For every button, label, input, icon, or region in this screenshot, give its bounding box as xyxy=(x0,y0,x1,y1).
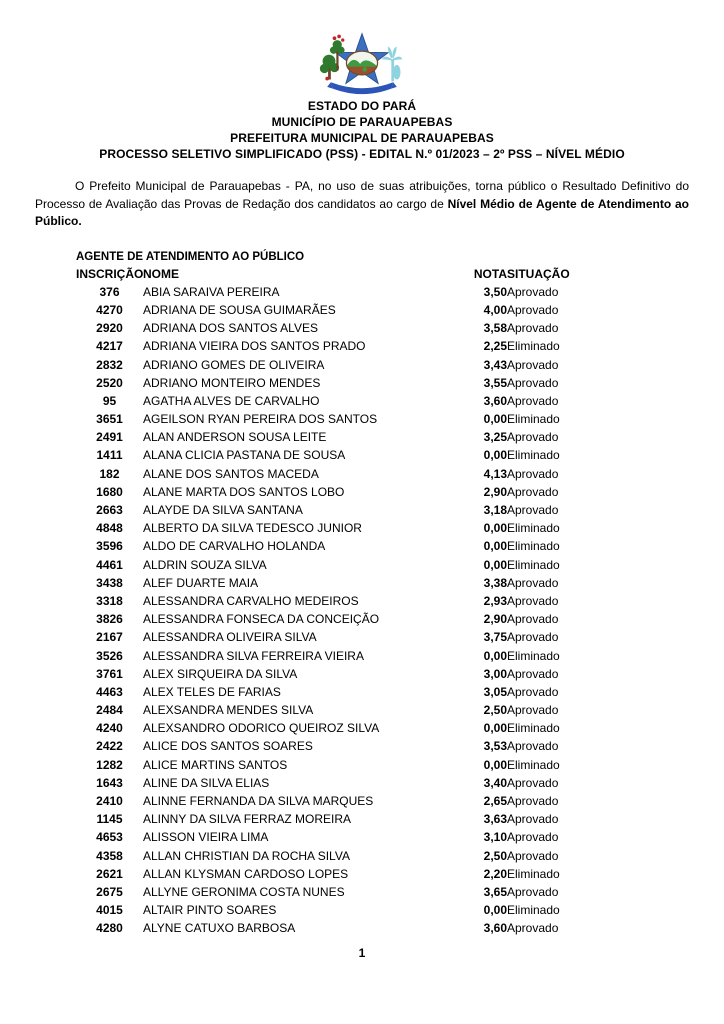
table-row xyxy=(76,901,581,919)
cell-situacao: Aprovado xyxy=(507,466,559,481)
table-row xyxy=(76,719,581,737)
results-table xyxy=(76,265,581,938)
cell-situacao: Aprovado xyxy=(507,703,559,718)
cell-nome: ALEF DUARTE MAIA xyxy=(143,575,259,590)
cell-nota: 3,38 xyxy=(483,575,507,590)
cell-nota: 0,00 xyxy=(483,557,507,572)
cell-nome: AGEILSON RYAN PEREIRA DOS SANTOS xyxy=(143,412,378,427)
cell-situacao: Aprovado xyxy=(507,612,559,627)
cell-situacao: Aprovado xyxy=(507,666,559,681)
cell-nome: ALINE DA SILVA ELIAS xyxy=(143,775,270,790)
cell-nome: ADRIANO MONTEIRO MENDES xyxy=(143,375,321,390)
cell-nota: 3,43 xyxy=(483,357,507,372)
cell-nome: ALEX TELES DE FARIAS xyxy=(143,684,281,699)
cell-nome: ALESSANDRA CARVALHO MEDEIROS xyxy=(143,593,359,608)
cell-situacao: Aprovado xyxy=(507,884,559,899)
table-row xyxy=(76,683,581,701)
cell-nome: ALEXSANDRO ODORICO QUEIROZ SILVA xyxy=(143,721,380,736)
cell-inscricao: 4015 xyxy=(96,903,123,918)
column-header-situacao: SITUAÇÃO xyxy=(507,266,570,281)
cell-nome: ADRIANA DE SOUSA GUIMARÃES xyxy=(143,302,336,317)
cell-nome: AGATHA ALVES DE CARVALHO xyxy=(143,393,320,408)
cell-situacao: Aprovado xyxy=(507,812,559,827)
cell-nota: 4,13 xyxy=(483,466,507,481)
cell-inscricao: 2167 xyxy=(96,630,123,645)
table-row xyxy=(76,628,581,646)
table-row xyxy=(76,301,581,319)
cell-nome: ALAYDE DA SILVA SANTANA xyxy=(143,503,303,518)
table-row xyxy=(76,446,581,464)
cell-inscricao: 2484 xyxy=(96,703,123,718)
cell-nota: 2,90 xyxy=(483,612,507,627)
header-line-county: MUNICÍPIO DE PARAUAPEBAS xyxy=(271,115,453,129)
table-row xyxy=(76,428,581,446)
table-row xyxy=(76,810,581,828)
cell-situacao: Eliminado xyxy=(507,521,560,536)
cell-nota: 3,00 xyxy=(483,666,507,681)
table-row xyxy=(76,865,581,883)
cell-nome: ALLAN KLYSMAN CARDOSO LOPES xyxy=(143,866,349,881)
cell-nota: 0,00 xyxy=(483,721,507,736)
cell-inscricao: 3651 xyxy=(96,412,123,427)
table-header-row xyxy=(76,265,581,283)
cell-nome: ALESSANDRA FONSECA DA CONCEIÇÃO xyxy=(143,612,380,627)
cell-inscricao: 4280 xyxy=(96,921,123,936)
cell-nota: 3,58 xyxy=(483,321,507,336)
table-row xyxy=(76,701,581,719)
cell-inscricao: 2491 xyxy=(96,430,123,445)
emblem-palm-icon xyxy=(382,47,402,82)
intro-text: O Prefeito Municipal de Parauapebas - PA, no uso de suas atribuições, torna público o Resultado Definitivo do Processo de Avaliação das Provas de Redação dos candidatos ao cargo de xyxy=(35,179,689,211)
table-row xyxy=(76,283,581,301)
cell-nota: 2,90 xyxy=(483,484,507,499)
cell-nota: 0,00 xyxy=(483,448,507,463)
cell-situacao: Eliminado xyxy=(507,412,560,427)
cell-inscricao: 2621 xyxy=(96,866,123,881)
cell-inscricao: 3761 xyxy=(96,666,123,681)
cell-inscricao: 2920 xyxy=(96,321,123,336)
header-line-edital: PROCESSO SELETIVO SIMPLIFICADO (PSS) - EDITAL N.º 01/2023 – 2º PSS – NÍVEL MÉDIO xyxy=(99,147,625,161)
cell-inscricao: 3526 xyxy=(96,648,123,663)
table-row xyxy=(76,828,581,846)
cell-inscricao: 4848 xyxy=(96,521,123,536)
cell-nome: ALANE DOS SANTOS MACEDA xyxy=(143,466,319,481)
table-row xyxy=(76,792,581,810)
cell-inscricao: 1282 xyxy=(96,757,123,772)
cell-nome: ALDRIN SOUZA SILVA xyxy=(143,557,267,572)
cell-nota: 3,50 xyxy=(483,284,507,299)
cell-nota: 2,20 xyxy=(483,866,507,881)
cell-inscricao: 4270 xyxy=(96,302,123,317)
cell-inscricao: 3318 xyxy=(96,593,123,608)
cell-nota: 0,00 xyxy=(483,903,507,918)
section-title: AGENTE DE ATENDIMENTO AO PÚBLICO xyxy=(76,250,305,263)
cell-nome: ALINNY DA SILVA FERRAZ MOREIRA xyxy=(143,812,352,827)
column-header-nome: NOME xyxy=(143,266,179,281)
page-number: 1 xyxy=(358,946,366,960)
cell-nota: 2,65 xyxy=(483,794,507,809)
table-row xyxy=(76,919,581,937)
cell-situacao: Aprovado xyxy=(507,393,559,408)
table-row xyxy=(76,392,581,410)
cell-situacao: Aprovado xyxy=(507,284,559,299)
cell-situacao: Eliminado xyxy=(507,903,560,918)
cell-situacao: Aprovado xyxy=(507,830,559,845)
cell-nome: ADRIANA DOS SANTOS ALVES xyxy=(143,321,318,336)
cell-situacao: Eliminado xyxy=(507,557,560,572)
cell-nome: ALICE DOS SANTOS SOARES xyxy=(143,739,313,754)
cell-nota: 2,25 xyxy=(483,339,507,354)
cell-situacao: Aprovado xyxy=(507,593,559,608)
intro-paragraph xyxy=(35,178,689,231)
cell-inscricao: 2663 xyxy=(96,503,123,518)
cell-inscricao: 2520 xyxy=(96,375,123,390)
cell-nota: 3,60 xyxy=(483,393,507,408)
table-row xyxy=(76,537,581,555)
cell-inscricao: 4653 xyxy=(96,830,123,845)
table-row xyxy=(76,319,581,337)
cell-nome: ABIA SARAIVA PEREIRA xyxy=(143,284,280,299)
cell-inscricao: 2675 xyxy=(96,884,123,899)
table-row xyxy=(76,501,581,519)
cell-nome: ALYNE CATUXO BARBOSA xyxy=(143,921,296,936)
cell-inscricao: 1411 xyxy=(96,448,123,463)
intro-text-bold: Nível Médio de Agente de Atendimento ao Público. xyxy=(35,196,689,228)
cell-nome: ALBERTO DA SILVA TEDESCO JUNIOR xyxy=(143,521,362,536)
table-row xyxy=(76,483,581,501)
cell-nota: 2,50 xyxy=(483,848,507,863)
cell-nota: 3,53 xyxy=(483,739,507,754)
cell-situacao: Aprovado xyxy=(507,575,559,590)
cell-situacao: Eliminado xyxy=(507,648,560,663)
cell-nota: 3,05 xyxy=(483,684,507,699)
cell-nome: ALAN ANDERSON SOUSA LEITE xyxy=(143,430,327,445)
document-header xyxy=(0,98,724,162)
cell-nome: ALLYNE GERONIMA COSTA NUNES xyxy=(143,884,345,899)
cell-nome: ADRIANO GOMES DE OLIVEIRA xyxy=(143,357,325,372)
cell-situacao: Eliminado xyxy=(507,866,560,881)
cell-inscricao: 2410 xyxy=(96,794,123,809)
cell-nome: ALESSANDRA OLIVEIRA SILVA xyxy=(143,630,317,645)
cell-nota: 0,00 xyxy=(483,412,507,427)
table-row xyxy=(76,574,581,592)
cell-situacao: Aprovado xyxy=(507,357,559,372)
cell-nota: 3,65 xyxy=(483,884,507,899)
table-row xyxy=(76,519,581,537)
table-row xyxy=(76,847,581,865)
table-row xyxy=(76,756,581,774)
cell-nome: ALTAIR PINTO SOARES xyxy=(143,903,277,918)
cell-inscricao: 4240 xyxy=(96,721,123,736)
cell-nota: 3,63 xyxy=(483,812,507,827)
cell-situacao: Aprovado xyxy=(507,794,559,809)
cell-situacao: Aprovado xyxy=(507,321,559,336)
cell-situacao: Eliminado xyxy=(507,539,560,554)
cell-inscricao: 4358 xyxy=(96,848,123,863)
cell-nome: ALESSANDRA SILVA FERREIRA VIEIRA xyxy=(143,648,364,663)
cell-inscricao: 4217 xyxy=(96,339,123,354)
cell-nota: 0,00 xyxy=(483,648,507,663)
table-row xyxy=(76,610,581,628)
table-row xyxy=(76,737,581,755)
cell-nome: ALEX SIRQUEIRA DA SILVA xyxy=(143,666,298,681)
cell-nota: 2,50 xyxy=(483,703,507,718)
cell-nome: ADRIANA VIEIRA DOS SANTOS PRADO xyxy=(143,339,366,354)
cell-nota: 3,25 xyxy=(483,430,507,445)
cell-situacao: Aprovado xyxy=(507,775,559,790)
cell-inscricao: 1680 xyxy=(96,484,123,499)
table-row xyxy=(76,774,581,792)
cell-nome: ALDO DE CARVALHO HOLANDA xyxy=(143,539,326,554)
cell-situacao: Aprovado xyxy=(507,921,559,936)
cell-situacao: Eliminado xyxy=(507,721,560,736)
coat-of-arms-icon xyxy=(315,30,409,96)
cell-inscricao: 95 xyxy=(102,393,117,408)
table-row xyxy=(76,355,581,373)
cell-situacao: Aprovado xyxy=(507,302,559,317)
table-row xyxy=(76,465,581,483)
cell-inscricao: 182 xyxy=(99,466,120,481)
cell-nome: ALISSON VIEIRA LIMA xyxy=(143,830,269,845)
cell-situacao: Aprovado xyxy=(507,739,559,754)
table-row xyxy=(76,883,581,901)
cell-nota: 0,00 xyxy=(483,521,507,536)
cell-nome: ALANA CLICIA PASTANA DE SOUSA xyxy=(143,448,346,463)
cell-nome: ALICE MARTINS SANTOS xyxy=(143,757,288,772)
cell-situacao: Eliminado xyxy=(507,339,560,354)
cell-inscricao: 376 xyxy=(99,284,120,299)
cell-nome: ALLAN CHRISTIAN DA ROCHA SILVA xyxy=(143,848,350,863)
cell-inscricao: 3438 xyxy=(96,575,123,590)
emblem-ribbon-icon xyxy=(327,82,397,94)
table-row xyxy=(76,410,581,428)
table-row xyxy=(76,592,581,610)
cell-situacao: Aprovado xyxy=(507,430,559,445)
cell-inscricao: 3826 xyxy=(96,612,123,627)
cell-inscricao: 2832 xyxy=(96,357,123,372)
table-row xyxy=(76,646,581,664)
cell-nota: 3,40 xyxy=(483,775,507,790)
cell-inscricao: 4463 xyxy=(96,684,123,699)
table-row xyxy=(76,337,581,355)
cell-situacao: Eliminado xyxy=(507,757,560,772)
cell-inscricao: 4461 xyxy=(96,557,123,572)
cell-inscricao: 2422 xyxy=(96,739,123,754)
header-line-cityhall: PREFEITURA MUNICIPAL DE PARAUAPEBAS xyxy=(230,131,494,145)
cell-nota: 4,00 xyxy=(483,302,507,317)
table-row xyxy=(76,556,581,574)
cell-situacao: Aprovado xyxy=(507,630,559,645)
cell-nome: ALANE MARTA DOS SANTOS LOBO xyxy=(143,484,345,499)
emblem-trees-icon xyxy=(320,35,345,81)
cell-inscricao: 3596 xyxy=(96,539,123,554)
emblem-medallion xyxy=(346,51,377,76)
cell-nota: 0,00 xyxy=(483,539,507,554)
cell-situacao: Aprovado xyxy=(507,375,559,390)
cell-nota: 3,75 xyxy=(483,630,507,645)
cell-nota: 0,00 xyxy=(483,757,507,772)
cell-situacao: Aprovado xyxy=(507,848,559,863)
cell-nota: 3,18 xyxy=(483,503,507,518)
column-header-nota: NOTA xyxy=(473,266,507,281)
cell-nota: 3,60 xyxy=(483,921,507,936)
column-header-inscricao: INSCRIÇÃO xyxy=(76,266,143,281)
cell-inscricao: 1145 xyxy=(96,812,123,827)
cell-nota: 3,55 xyxy=(483,375,507,390)
cell-situacao: Aprovado xyxy=(507,503,559,518)
cell-nota: 3,10 xyxy=(483,830,507,845)
header-line-state: ESTADO DO PARÁ xyxy=(307,99,417,113)
cell-situacao: Aprovado xyxy=(507,684,559,699)
cell-nome: ALINNE FERNANDA DA SILVA MARQUES xyxy=(143,794,374,809)
cell-inscricao: 1643 xyxy=(96,775,123,790)
table-row xyxy=(76,665,581,683)
cell-situacao: Eliminado xyxy=(507,448,560,463)
table-row xyxy=(76,374,581,392)
cell-situacao: Aprovado xyxy=(507,484,559,499)
cell-nome: ALEXSANDRA MENDES SILVA xyxy=(143,703,314,718)
cell-nota: 2,93 xyxy=(483,593,507,608)
